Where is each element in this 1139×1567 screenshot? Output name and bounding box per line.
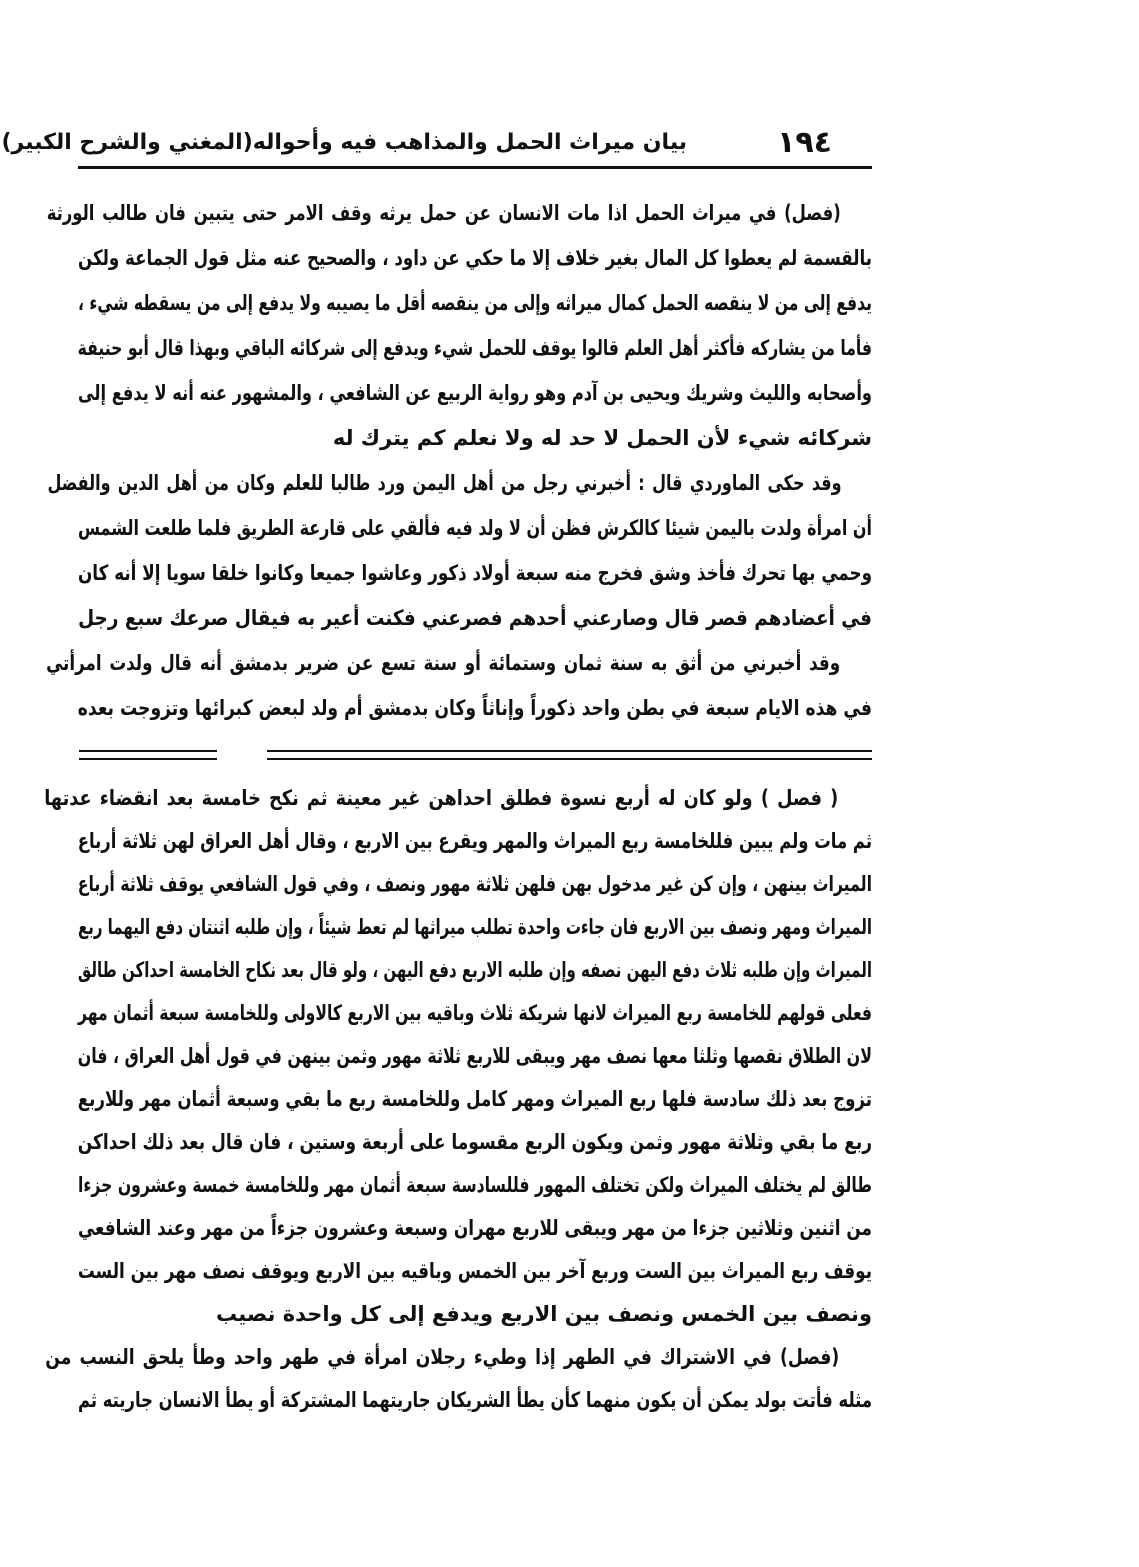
text-line: شركائه شيء لأن الحمل لا حد له ولا نعلم كم يترك له bbox=[332, 426, 872, 450]
text-line: ثم مات ولم يبين فللخامسة ربع الميراث والمهر ويقرع بين الاربع ، وقال أهل العراق لهن ثلاثة أرباع bbox=[77, 829, 872, 853]
text-line: وقد أخبرني من أثق به سنة ثمان وستمائة أو سنة تسع عن ضرير بدمشق أنه قال ولدت امرأتي bbox=[46, 651, 841, 675]
section-divider-right bbox=[267, 750, 872, 760]
text-line: أن امرأة ولدت باليمن شيئا كالكرش فظن أن لا ولد فيه فألقي على قارعة الطريق فلما طلعت الشمس bbox=[78, 516, 872, 540]
header-rule bbox=[78, 166, 872, 169]
text-line: من اثنين وثلاثين جزءا من مهر ويبقى للاربع مهران وسبعة وعشرون جزءاً من مهر وعند الشافعي bbox=[78, 1216, 872, 1240]
text-line: لان الطلاق نقصها وثلثا معها نصف مهر ويبقى للاربع ثلاثة مهور وثمن بينهن في قول أهل العراق ، فان bbox=[77, 1044, 873, 1068]
text-line: الميراث وإن طلبه ثلاث دفع اليهن نصفه وإن طلبه الاربع دفع اليهن ، ولو قال بعد نكاح الخامسة احداكن طالق bbox=[77, 958, 873, 982]
text-line: (فصل) في ميراث الحمل اذا مات الانسان عن حمل يرثه وقف الامر حتى يتبين فان طالب الورثة bbox=[46, 201, 841, 225]
text-line: فعلى قولهم للخامسة ربع الميراث لانها شريكة ثلاث وباقيه بين الاربع كالاولى وللخامسة سبعة أثمان مهر bbox=[78, 1001, 872, 1025]
page-number: ١٩٤ bbox=[777, 124, 832, 160]
text-line: (فصل) في الاشتراك في الطهر إذا وطيء رجلان امرأة في طهر واحد وطأ يلحق النسب من bbox=[45, 1345, 840, 1369]
text-line: وأصحابه والليث وشريك ويحيى بن آدم وهو رواية الربيع عن الشافعي ، والمشهور عنه أنه لا يدفع إلى bbox=[78, 381, 872, 405]
text-line: يوقف ربع الميراث بين الست وربع آخر بين الخمس وباقيه بين الاربع ويوقف نصف مهر بين الست bbox=[77, 1259, 873, 1283]
text-line: ( فصل ) ولو كان له أربع نسوة فطلق احداهن غير معينة ثم نكح خامسة بعد انقضاء عدتها bbox=[44, 786, 839, 810]
text-line: بالقسمة لم يعطوا كل المال بغير خلاف إلا ما حكي عن داود ، والصحيح عنه مثل قول الجماعة ولكن bbox=[78, 246, 872, 270]
text-line: ونصف بين الخمس ونصف بين الاربع ويدفع إلى كل واحدة نصيب bbox=[216, 1302, 872, 1326]
running-title: بيان ميراث الحمل والمذاهب فيه وأحواله bbox=[252, 129, 688, 155]
text-line: الميراث ومهر ونصف بين الاربع فان جاءت واحدة تطلب ميراثها لم تعط شيئاً ، وإن طلبه اثنتان دفع اليهما ربع bbox=[78, 915, 872, 939]
text-line: يدفع إلى من لا ينقصه الحمل كمال ميراثه وإلى من ينقصه أقل ما يصيبه ولا يدفع إلى من يسقطه شيء ، bbox=[78, 291, 872, 315]
text-line: في هذه الايام سبعة في بطن واحد ذكوراً وإناثاً وكان بدمشق أم ولد لبعض كبرائها وتزوجت بعده bbox=[77, 696, 873, 720]
text-line: فأما من يشاركه فأكثر أهل العلم قالوا يوقف للحمل شيء ويدفع إلى شركائه الباقي وبهذا قال أبو حنيفة bbox=[77, 336, 872, 360]
text-line: تزوج بعد ذلك سادسة فلها ربع الميراث ومهر كامل وللخامسة ربع ما بقي وسبعة أثمان مهر وللاربع bbox=[77, 1087, 873, 1111]
text-line: في أعضادهم قصر قال وصارعني أحدهم فصرعني فكنت أعير به فيقال صرعك سبع رجل bbox=[78, 606, 873, 630]
book-title: (المغني والشرح الكبير) bbox=[1, 129, 253, 155]
text-line: طالق لم يختلف الميراث ولكن تختلف المهور فللسادسة سبعة أثمان مهر وللخامسة خمسة وعشرون جزءا bbox=[78, 1173, 872, 1197]
text-line: وقد حكى الماوردي قال : أخبرني رجل من أهل اليمن ورد طالبا للعلم وكان من أهل الدين والفضل bbox=[47, 471, 842, 495]
page-header bbox=[1, 122, 872, 162]
text-line: الميراث بينهن ، وإن كن غير مدخول بهن فلهن ثلاثة مهور ونصف ، وفي قول الشافعي يوقف ثلاثة أرباع bbox=[77, 872, 873, 896]
section-divider-left bbox=[79, 750, 217, 760]
text-line: مثله فأتت بولد يمكن أن يكون منهما كأن يطأ الشريكان جاريتهما المشتركة أو يطأ الانسان جاريته ثم bbox=[78, 1388, 872, 1412]
text-line: وحمي بها تحرك فأخذ وشق فخرج منه سبعة أولاد ذكور وعاشوا جميعا وكانوا خلقا سويا إلا أنه كان bbox=[78, 561, 872, 585]
text-line: ربع ما بقي وثلاثة مهور وثمن ويكون الربع مقسوما على أربعة وستين ، فان قال بعد ذلك احداكن bbox=[77, 1130, 873, 1154]
